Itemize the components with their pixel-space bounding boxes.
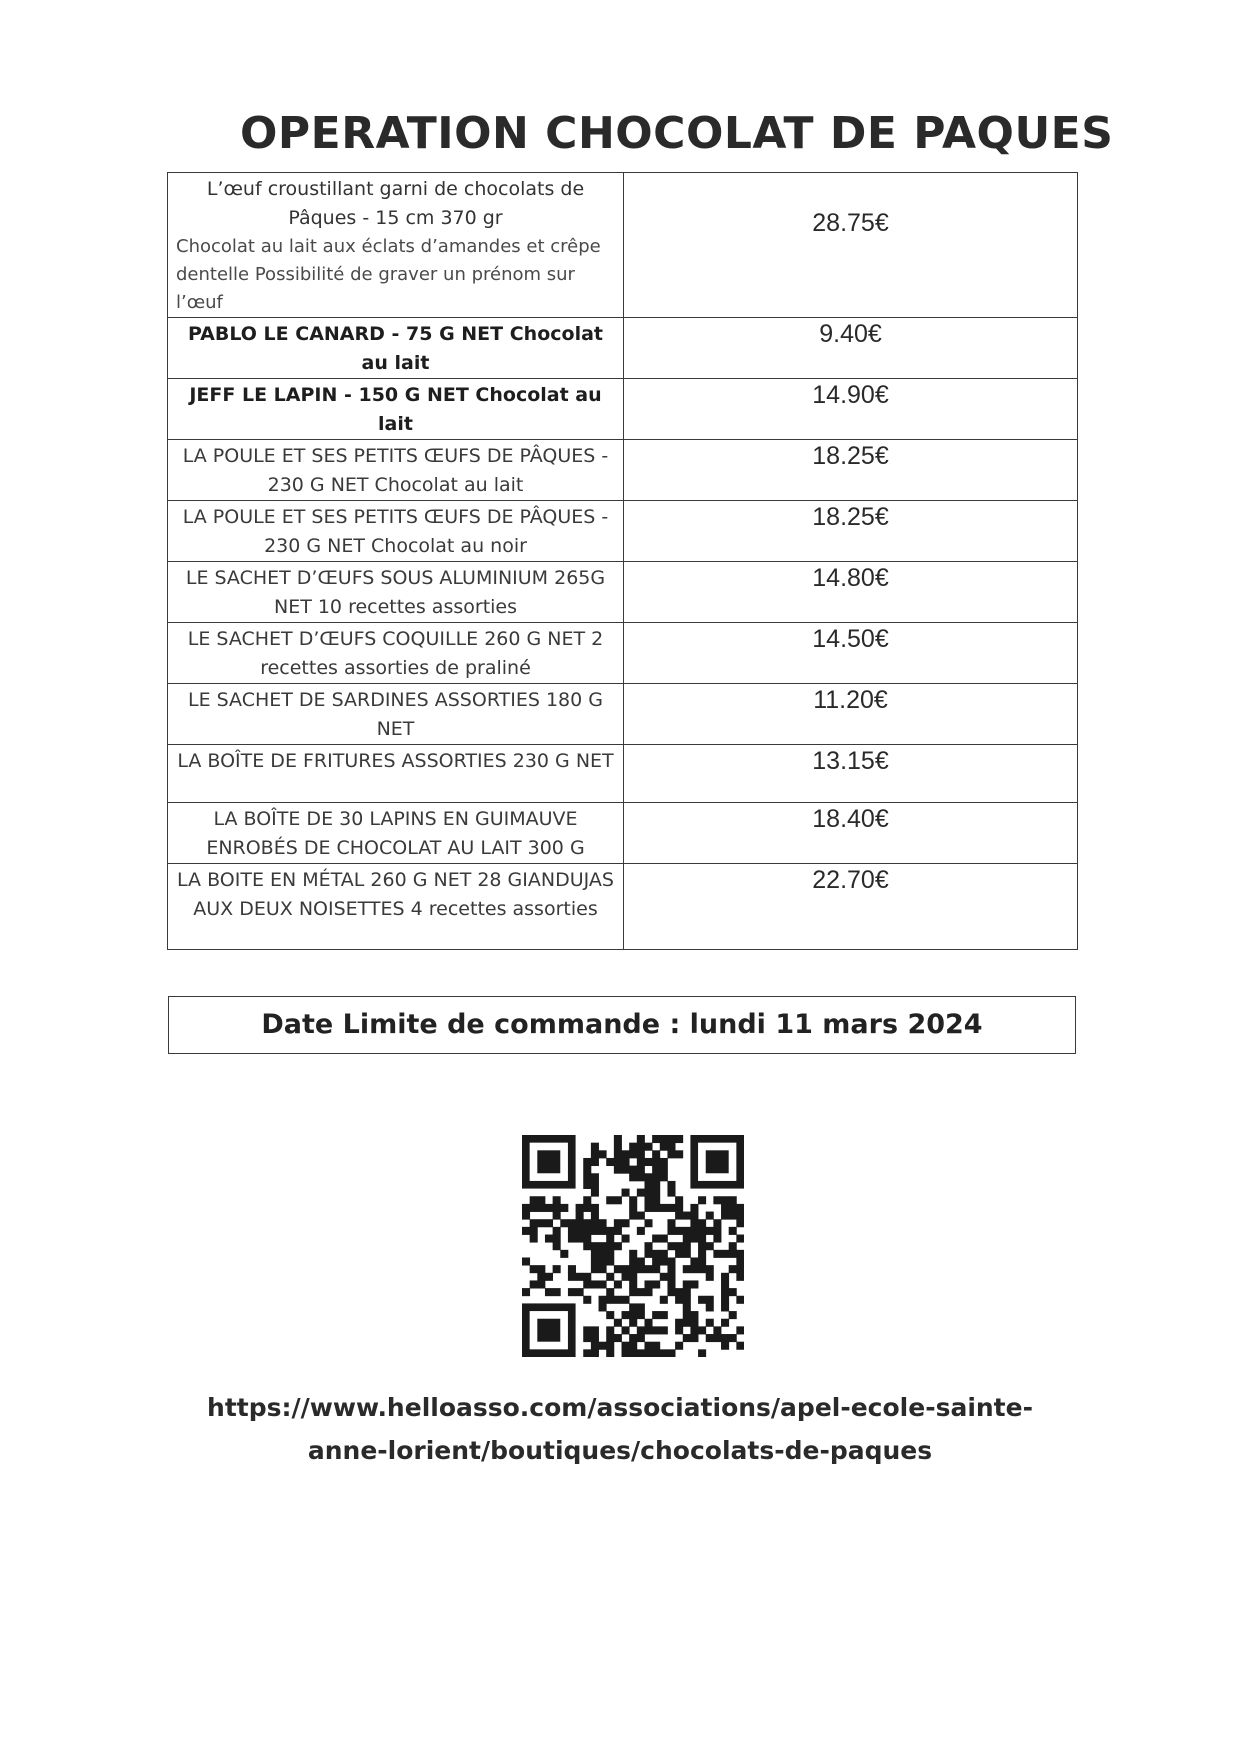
product-price: 18.40€ <box>624 803 1078 864</box>
product-name: LA BOÎTE DE 30 LAPINS EN GUIMAUVE ENROBÉS DE CHOCOLAT AU LAIT 300 G <box>206 808 585 859</box>
table-row <box>168 501 1078 562</box>
product-price: 14.80€ <box>624 562 1078 623</box>
product-name-cell <box>168 318 624 379</box>
table-row <box>168 864 1078 950</box>
table-row <box>168 173 1078 318</box>
table-row <box>168 684 1078 745</box>
product-name: LE SACHET D’ŒUFS SOUS ALUMINIUM 265G NET 10 recettes assorties <box>185 567 606 618</box>
product-name-cell <box>168 562 624 623</box>
table-row <box>168 803 1078 864</box>
product-name-cell <box>168 379 624 440</box>
product-price: 14.90€ <box>624 379 1078 440</box>
product-name-cell <box>168 684 624 745</box>
order-deadline-box: Date Limite de commande : lundi 11 mars 2024 <box>168 996 1076 1054</box>
table-row <box>168 440 1078 501</box>
product-price: 18.25€ <box>624 440 1078 501</box>
product-price: 14.50€ <box>624 623 1078 684</box>
product-price: 18.25€ <box>624 501 1078 562</box>
product-name: JEFF LE LAPIN - 150 G NET Chocolat au lait <box>189 384 602 435</box>
product-description: Chocolat au lait aux éclats d’amandes et crêpe dentelle Possibilité de graver un prénom sur l’œuf <box>176 236 601 313</box>
product-name: LE SACHET D’ŒUFS COQUILLE 260 G NET 2 recettes assorties de praliné <box>187 628 604 679</box>
product-name-cell <box>168 173 624 318</box>
product-name: L’œuf croustillant garni de chocolats de Pâques - 15 cm 370 gr <box>206 178 585 229</box>
product-name-cell <box>168 440 624 501</box>
product-name-cell <box>168 501 624 562</box>
product-name: LA POULE ET SES PETITS ŒUFS DE PÂQUES - 230 G NET Chocolat au noir <box>182 506 609 557</box>
product-name: LE SACHET DE SARDINES ASSORTIES 180 G NET <box>188 689 603 740</box>
product-price: 11.20€ <box>624 684 1078 745</box>
product-name: PABLO LE CANARD - 75 G NET Chocolat au lait <box>187 323 603 374</box>
qr-code-icon[interactable] <box>522 1135 744 1357</box>
product-name: LA BOITE EN MÉTAL 260 G NET 28 GIANDUJAS AUX DEUX NOISETTES 4 recettes assorties <box>177 869 614 920</box>
product-price-table <box>167 172 1078 950</box>
shop-url-link[interactable] <box>160 1386 1080 1472</box>
table-row <box>168 562 1078 623</box>
product-name: LA POULE ET SES PETITS ŒUFS DE PÂQUES - 230 G NET Chocolat au lait <box>182 445 609 496</box>
table-row <box>168 379 1078 440</box>
product-name: LA BOÎTE DE FRITURES ASSORTIES 230 G NET <box>177 750 614 772</box>
product-name-cell <box>168 623 624 684</box>
table-row <box>168 745 1078 803</box>
product-name-cell <box>168 864 624 950</box>
product-price: 28.75€ <box>624 173 1078 318</box>
product-name-cell <box>168 745 624 803</box>
table-row <box>168 623 1078 684</box>
product-price: 22.70€ <box>624 864 1078 950</box>
table-row <box>168 318 1078 379</box>
page-title: OPERATION CHOCOLAT DE PAQUES <box>240 108 1114 159</box>
product-price: 13.15€ <box>624 745 1078 803</box>
shop-url-line-2[interactable]: anne-lorient/boutiques/chocolats-de-paques <box>307 1436 933 1465</box>
shop-url-line-1[interactable]: https://www.helloasso.com/associations/apel-ecole-sainte- <box>207 1393 1033 1422</box>
product-name-cell <box>168 803 624 864</box>
product-price: 9.40€ <box>624 318 1078 379</box>
